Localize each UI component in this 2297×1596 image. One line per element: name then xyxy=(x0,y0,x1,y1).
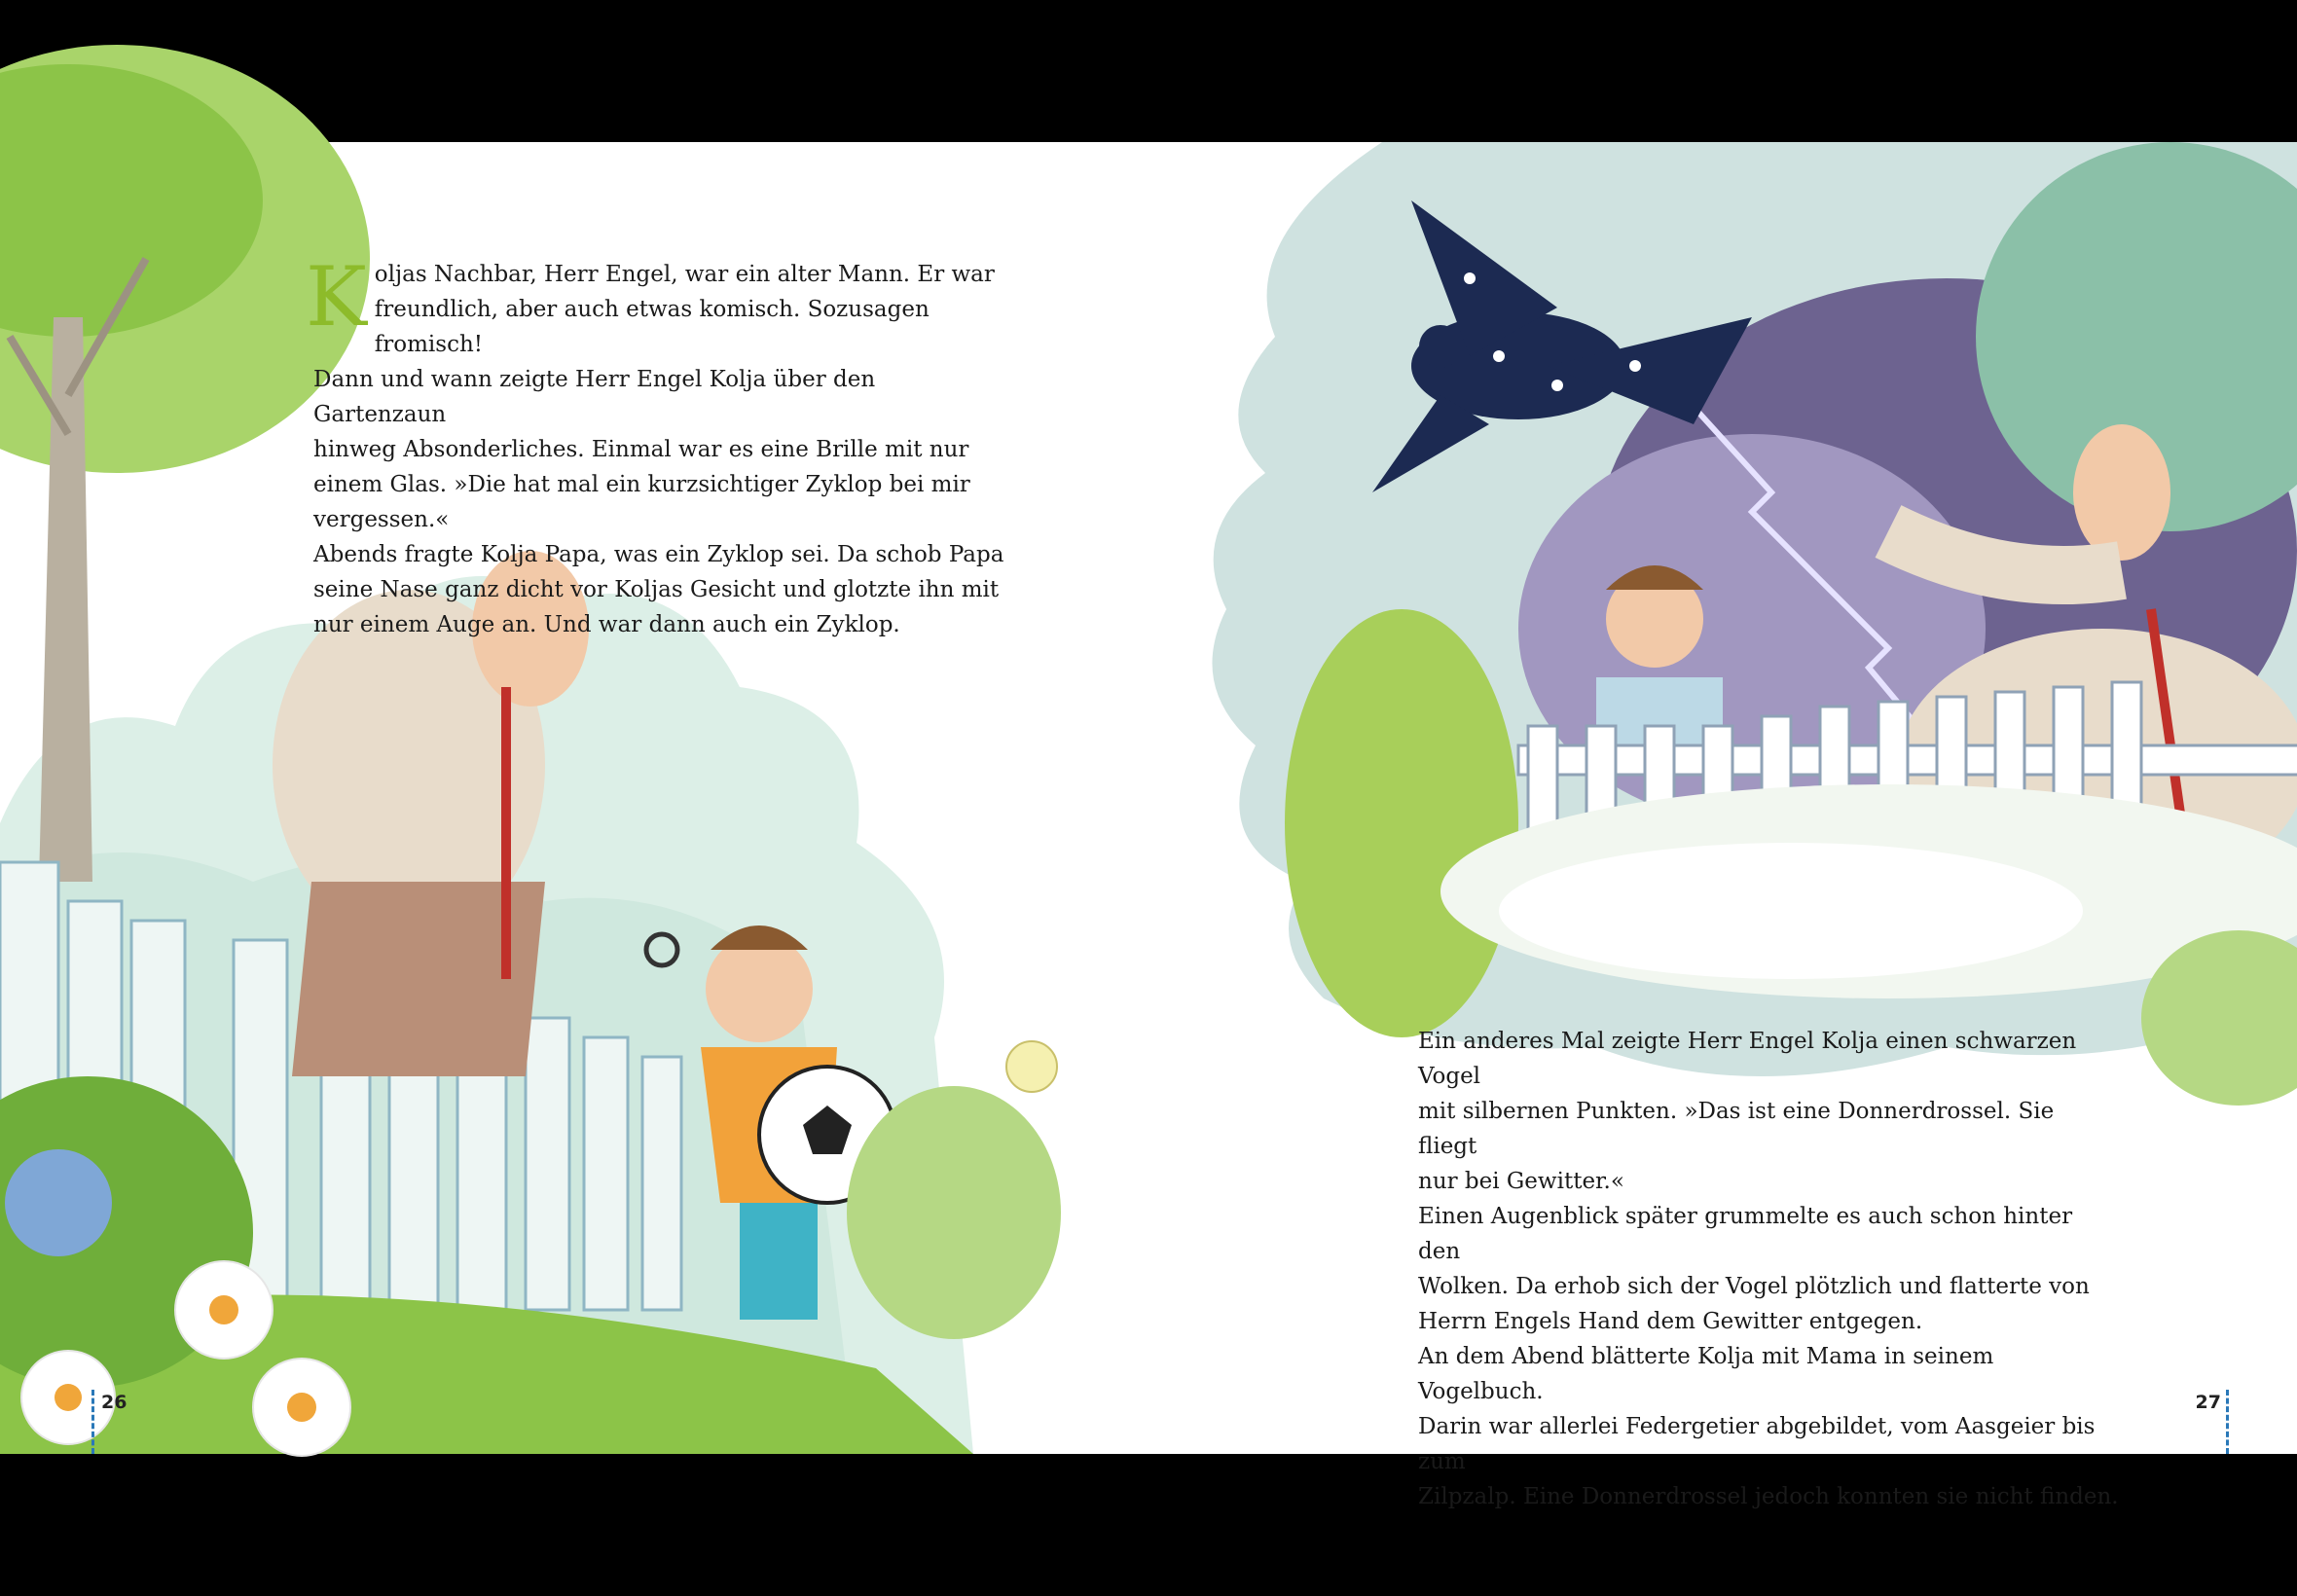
drop-cap: K xyxy=(306,249,367,345)
page-marker-left xyxy=(91,1390,94,1454)
left-page xyxy=(0,142,1148,1454)
right-page xyxy=(1148,142,2297,1509)
page-number-left: 26 xyxy=(101,1392,128,1413)
book-spread xyxy=(0,142,2297,1509)
right-story-text xyxy=(1418,1024,2119,1514)
page-marker-right xyxy=(2226,1390,2229,1454)
page-number-right: 27 xyxy=(2195,1392,2221,1413)
left-story-text xyxy=(306,249,1014,642)
right-paragraph-2: Einen Augenblick später grummelte es auch schon hinter den Wolken. Da erhob sich der Vogel plötzlich und flatterte von Herrn Engels Hand dem Gewitter entgegen. xyxy=(1418,1204,2090,1334)
left-paragraph-2: Abends fragte Kolja Papa, was ein Zyklop sei. Da schob Papa seine Nase ganz dicht vor Koljas Gesicht und glotzte ihn mit nur einem Auge an. Und war dann auch ein Zyklop. xyxy=(313,542,1004,637)
right-paragraph-1: Ein anderes Mal zeigte Herr Engel Kolja einen schwarzen Vogel mit silbernen Punkten. »Das ist eine Donnerdrossel. Sie fliegt nur bei Gewitter.« xyxy=(1418,1029,2077,1194)
right-paragraph-3: An dem Abend blätterte Kolja mit Mama in seinem Vogelbuch. Darin war allerlei Federgetier abgebildet, vom Aasgeier bis zum Zilpzalp. Eine Donnerdrossel jedoch konnten sie nicht finden. xyxy=(1418,1344,2119,1509)
left-paragraph-1: oljas Nachbar, Herr Engel, war ein alter Mann. Er war freundlich, aber auch etwas komisch. Sozusagen fromisch! Dann und wann zeigte Herr Engel Kolja über den Gartenzaun hinweg Absonderliches. Einmal war es eine Brille mit nur einem Glas. »Die hat mal ein kurzsichtiger Zyklop bei mir vergessen.« xyxy=(313,262,995,532)
